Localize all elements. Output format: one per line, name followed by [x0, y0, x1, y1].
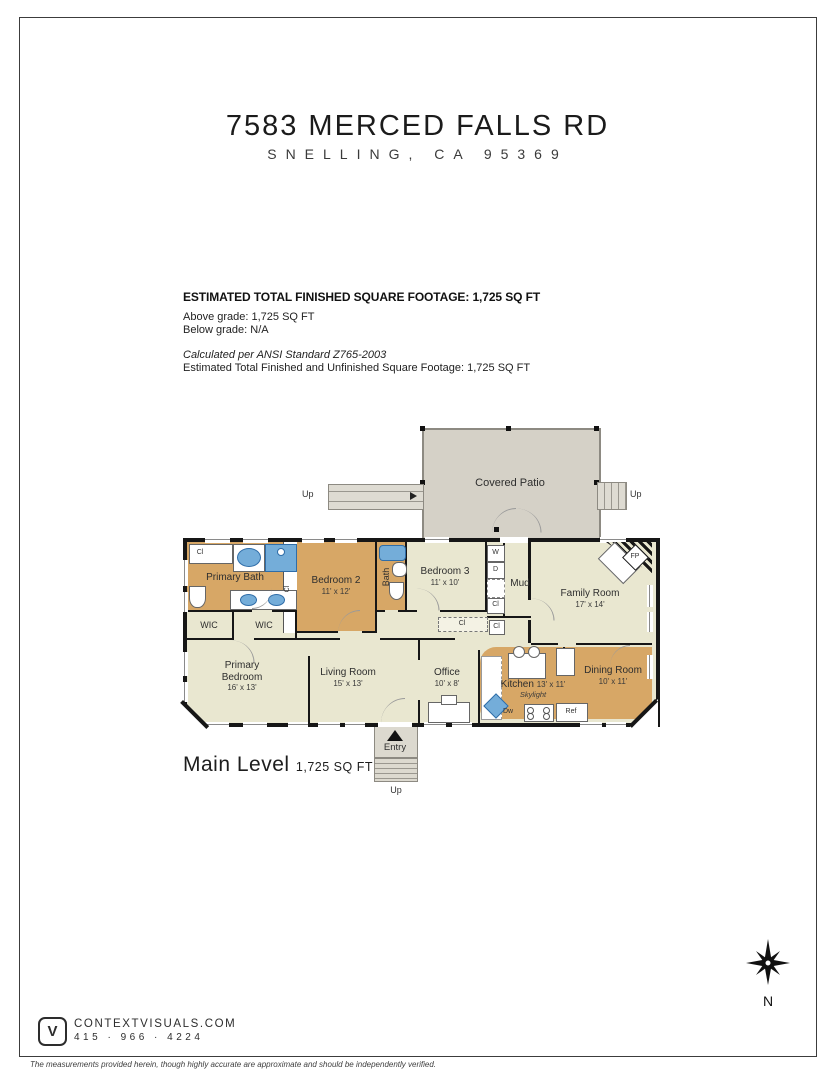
- wall-segment: [576, 643, 652, 645]
- closet-label: Cl: [196, 549, 204, 556]
- room-name: Family Room: [560, 588, 620, 599]
- shower-drain: [277, 548, 285, 556]
- entry-up-label: Up: [390, 785, 402, 795]
- wall-segment: [362, 631, 377, 633]
- room-name: Primary Bath: [206, 572, 264, 583]
- closet-label: Cl: [284, 585, 291, 593]
- room-name: WIC: [200, 620, 218, 630]
- ansi-total-line: Estimated Total Finished and Unfinished Square Footage: 1,725 SQ FT: [183, 362, 531, 374]
- footer-disclaimer: The measurements provided herein, though highly accurate are approximate and should be independently verified.: [30, 1060, 437, 1069]
- room-name: Mud: [510, 578, 530, 589]
- room-dims: 10' x 11': [598, 676, 628, 686]
- footer-website: CONTEXTVISUALS.COM: [74, 1018, 237, 1030]
- living-room-label: [300, 667, 396, 688]
- room-name: Kitchen: [500, 679, 534, 690]
- wall-segment: [487, 616, 531, 618]
- room-name: Primary Bedroom: [221, 660, 263, 683]
- patio-stairs: [597, 482, 627, 510]
- stool: [528, 646, 540, 658]
- burner: [527, 713, 534, 720]
- wic-left-label: [186, 620, 232, 630]
- stool: [513, 646, 525, 658]
- window: [182, 592, 188, 612]
- window: [647, 612, 653, 632]
- page-border-frame: [19, 17, 817, 1057]
- ansi-standard-line: Calculated per ANSI Standard Z765-2003: [183, 349, 387, 361]
- pantry: [556, 648, 575, 676]
- wall-segment: [440, 610, 487, 612]
- room-dims: 11' x 12': [321, 586, 351, 596]
- level-label: [183, 753, 373, 777]
- refrigerator-label: Ref: [565, 708, 577, 715]
- window: [335, 537, 357, 543]
- window: [302, 537, 324, 543]
- logo-letter: V: [47, 1023, 58, 1040]
- kitchen-island: [508, 653, 546, 679]
- dining-room-label: [584, 665, 642, 686]
- closet-label: Cl: [492, 601, 499, 608]
- wall-segment: [418, 638, 420, 660]
- window: [580, 722, 602, 728]
- entry-label: Entry: [383, 742, 407, 753]
- closet-label: Cl: [493, 623, 500, 630]
- room-name: WIC: [255, 620, 273, 630]
- window: [318, 722, 340, 728]
- compass-rose: [741, 933, 796, 1011]
- entry-arrow-icon: [387, 730, 403, 741]
- window: [182, 652, 188, 676]
- room-name: Living Room: [320, 667, 376, 678]
- room-dims: 17' x 14': [575, 599, 605, 609]
- footer-phone: 415 · 966 · 4224: [74, 1032, 204, 1043]
- bathtub-basin: [237, 548, 261, 567]
- room-dims: 13' x 11': [536, 680, 566, 689]
- wall-segment: [272, 610, 297, 612]
- room-dims: 11' x 10': [430, 577, 460, 587]
- hall-bath-label: [381, 557, 395, 597]
- wic-right-label: [234, 620, 294, 630]
- kitchen-label: [483, 679, 583, 699]
- wall-segment: [478, 650, 480, 723]
- wall-segment: [528, 620, 531, 643]
- closet-label: Cl: [458, 620, 466, 627]
- level-name: Main Level: [183, 753, 290, 776]
- level-area: 1,725 SQ FT: [295, 760, 373, 774]
- wall-segment: [531, 643, 558, 645]
- patio-door-opening: [500, 537, 528, 543]
- wall-segment: [187, 610, 252, 612]
- window: [243, 722, 267, 728]
- ramp-arrow-icon: [410, 492, 417, 500]
- room-name: Bedroom 3: [420, 566, 470, 577]
- kitchen-note: Skylight: [519, 689, 547, 699]
- family-room-label: [532, 588, 648, 609]
- compass-north-label: N: [762, 993, 774, 1009]
- primary-bath-label: [187, 572, 283, 584]
- compass-star: [744, 939, 792, 987]
- toilet: [189, 586, 206, 608]
- window: [647, 655, 653, 679]
- room-name: Office: [434, 667, 460, 678]
- ramp-up-label: Up: [302, 489, 314, 499]
- room-dims: 15' x 13': [333, 678, 363, 688]
- stairs-up-label: Up: [630, 489, 642, 499]
- office-label: [417, 667, 477, 688]
- bedroom3-label: [405, 566, 485, 587]
- entry-stairs: [374, 758, 418, 782]
- washer-label: W: [492, 549, 499, 556]
- wall-segment: [297, 631, 338, 633]
- window: [288, 722, 308, 728]
- window: [345, 722, 365, 728]
- room-name: Dining Room: [584, 665, 642, 676]
- room-dims: 16' x 13': [227, 683, 257, 692]
- dishwasher-label: Dw: [502, 708, 514, 715]
- wall-segment: [377, 610, 385, 612]
- room-dims: 10' x 8': [434, 678, 460, 688]
- below-grade-line: Below grade: N/A: [183, 324, 269, 336]
- fireplace-label: FP: [630, 553, 640, 560]
- room-name: Bedroom 2: [311, 575, 361, 586]
- above-grade-line: Above grade: 1,725 SQ FT: [183, 311, 315, 323]
- wall-segment: [187, 638, 232, 640]
- page-title: 7583 MERCED FALLS RD: [225, 110, 610, 142]
- covered-patio-label: Covered Patio: [475, 477, 545, 489]
- context-visuals-logo: [38, 1017, 67, 1046]
- patio-post: [506, 426, 511, 431]
- bedroom2-label: [297, 575, 375, 596]
- primary-bedroom-label: [205, 660, 279, 692]
- room-name: Bath: [381, 567, 391, 587]
- window: [606, 722, 626, 728]
- wall-segment: [375, 542, 377, 631]
- patio-post: [420, 426, 425, 431]
- wall-segment: [407, 610, 417, 612]
- window: [425, 537, 449, 543]
- sqft-heading: ESTIMATED TOTAL FINISHED SQUARE FOOTAGE: 1,725 SQ FT: [183, 290, 541, 304]
- page-subtitle: SNELLING, CA 95369: [267, 146, 568, 162]
- wall-segment: [295, 610, 297, 640]
- dryer-label: D: [492, 566, 499, 573]
- desk: [428, 702, 470, 723]
- window: [205, 537, 230, 543]
- chair: [441, 695, 457, 705]
- wall-segment: [528, 542, 531, 600]
- wall-segment: [297, 638, 340, 640]
- window: [243, 537, 268, 543]
- patio-post: [594, 426, 599, 431]
- burner: [543, 713, 550, 720]
- wall-segment: [418, 700, 420, 723]
